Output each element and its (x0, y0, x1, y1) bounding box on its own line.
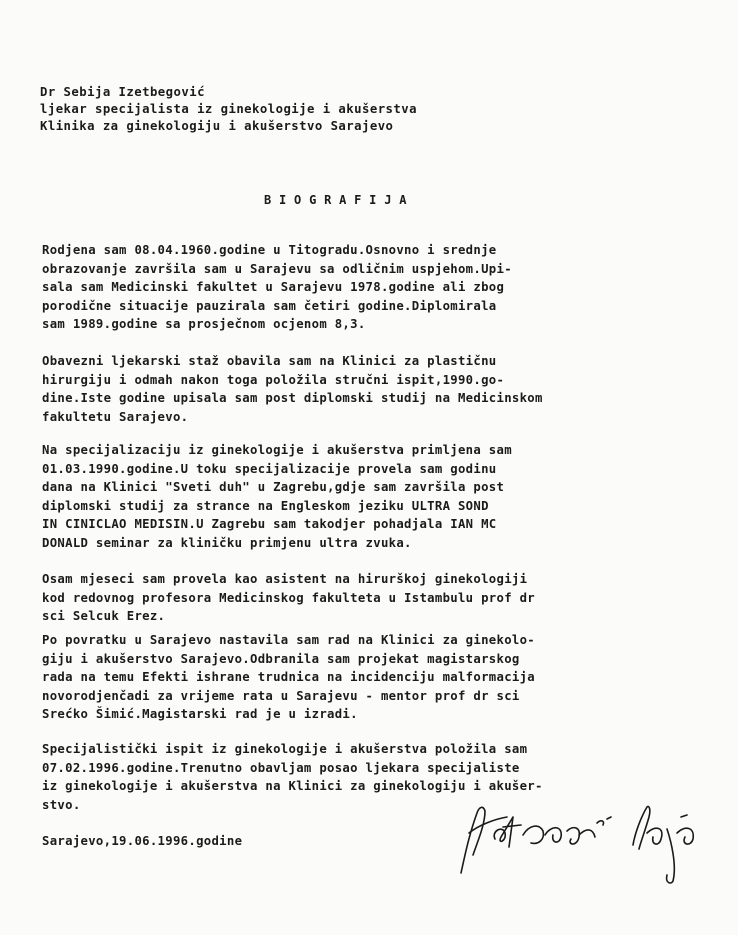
author-position: ljekar specijalista iz ginekologije i akušerstva (40, 102, 417, 116)
paragraph-internship (42, 352, 543, 426)
text-line: novorodjenčadi za vrijeme rata u Sarajevu - mentor prof dr sci (42, 688, 520, 703)
text-line: sci Selcuk Erez. (42, 609, 166, 623)
text-line: DONALD seminar za kliničku primjenu ultra zvuka. (42, 535, 412, 550)
text-line: giju i akušerstvo Sarajevo.Odbranila sam projekat magistarskog (42, 651, 520, 666)
text-line: stvo. (42, 797, 81, 812)
text-line: diplomski studij za strance na Engleskom jeziku ULTRA SOND (42, 498, 489, 513)
author-institution: Klinika za ginekologiju i akušerstvo Sarajevo (40, 119, 394, 133)
text-line: hirurgiju i odmah nakon toga položila stručni ispit,1990.go- (42, 372, 505, 387)
text-line: Na specijalizaciju iz ginekologije i akušerstva primljena sam (42, 443, 512, 457)
paragraph-return (42, 631, 535, 724)
text-line: obrazovanje završila sam u Sarajevu sa odličnim uspjehom.Upi- (42, 261, 512, 276)
paragraph-education (42, 241, 512, 334)
author-name: Dr Sebija Izetbegović (40, 85, 205, 99)
text-line: dana na Klinici "Sveti duh" u Zagrebu,gdje sam završila post (42, 480, 505, 494)
text-line: Osam mjeseci sam provela kao asistent na hirurškoj ginekologiji (42, 572, 528, 586)
text-line: dine.Iste godine upisala sam post diplomski studij na Medicinskom (42, 391, 543, 405)
text-line: Obavezni ljekarski staž obavila sam na Klinici za plastičnu (42, 354, 497, 368)
handwritten-signature (455, 795, 720, 885)
text-line: kod redovnog profesora Medicinskog fakulteta u Istambulu prof dr (42, 590, 536, 605)
text-line: sam 1989.godine sa prosječnom ocjenom 8,3. (42, 317, 366, 331)
text-line: fakultetu Sarajevo. (42, 409, 189, 424)
text-line: Srećko Šimić.Magistarski rad je u izradi. (42, 707, 358, 721)
paragraph-specialization (42, 441, 512, 552)
text-line: porodične situacije pauzirala sam četiri godine.Diplomirala (42, 298, 497, 313)
document-title: BIOGRAFIJA (264, 193, 415, 207)
text-line: 07.02.1996.godine.Trenutno obavljam posao ljekara specijaliste (42, 760, 520, 775)
text-line: iz ginekologije i akušerstva na Klinici za ginekologiju i akušer- (42, 779, 543, 793)
text-line: IN CINICLAO MEDISIN.U Zagrebu sam takodjer pohadjala IAN MC (42, 517, 497, 531)
document-header (40, 84, 417, 135)
date-line: Sarajevo,19.06.1996.godine (42, 834, 243, 848)
text-line: Specijalistički ispit iz ginekologije i akušerstva položila sam (42, 742, 528, 756)
text-line: Rodjena sam 08.04.1960.godine u Titogradu.Osnovno i srednje (42, 243, 497, 257)
text-line: sala sam Medicinski fakultet u Sarajevu 1978.godine ali zbog (42, 280, 505, 294)
text-line: rada na temu Efekti ishrane trudnica na incidenciju malformacija (42, 670, 536, 684)
text-line: Po povratku u Sarajevo nastavila sam rad na Klinici za ginekolo- (42, 633, 536, 647)
text-line: 01.03.1990.godine.U toku specijalizacije provela sam godinu (42, 461, 497, 476)
paragraph-istanbul (42, 570, 535, 626)
